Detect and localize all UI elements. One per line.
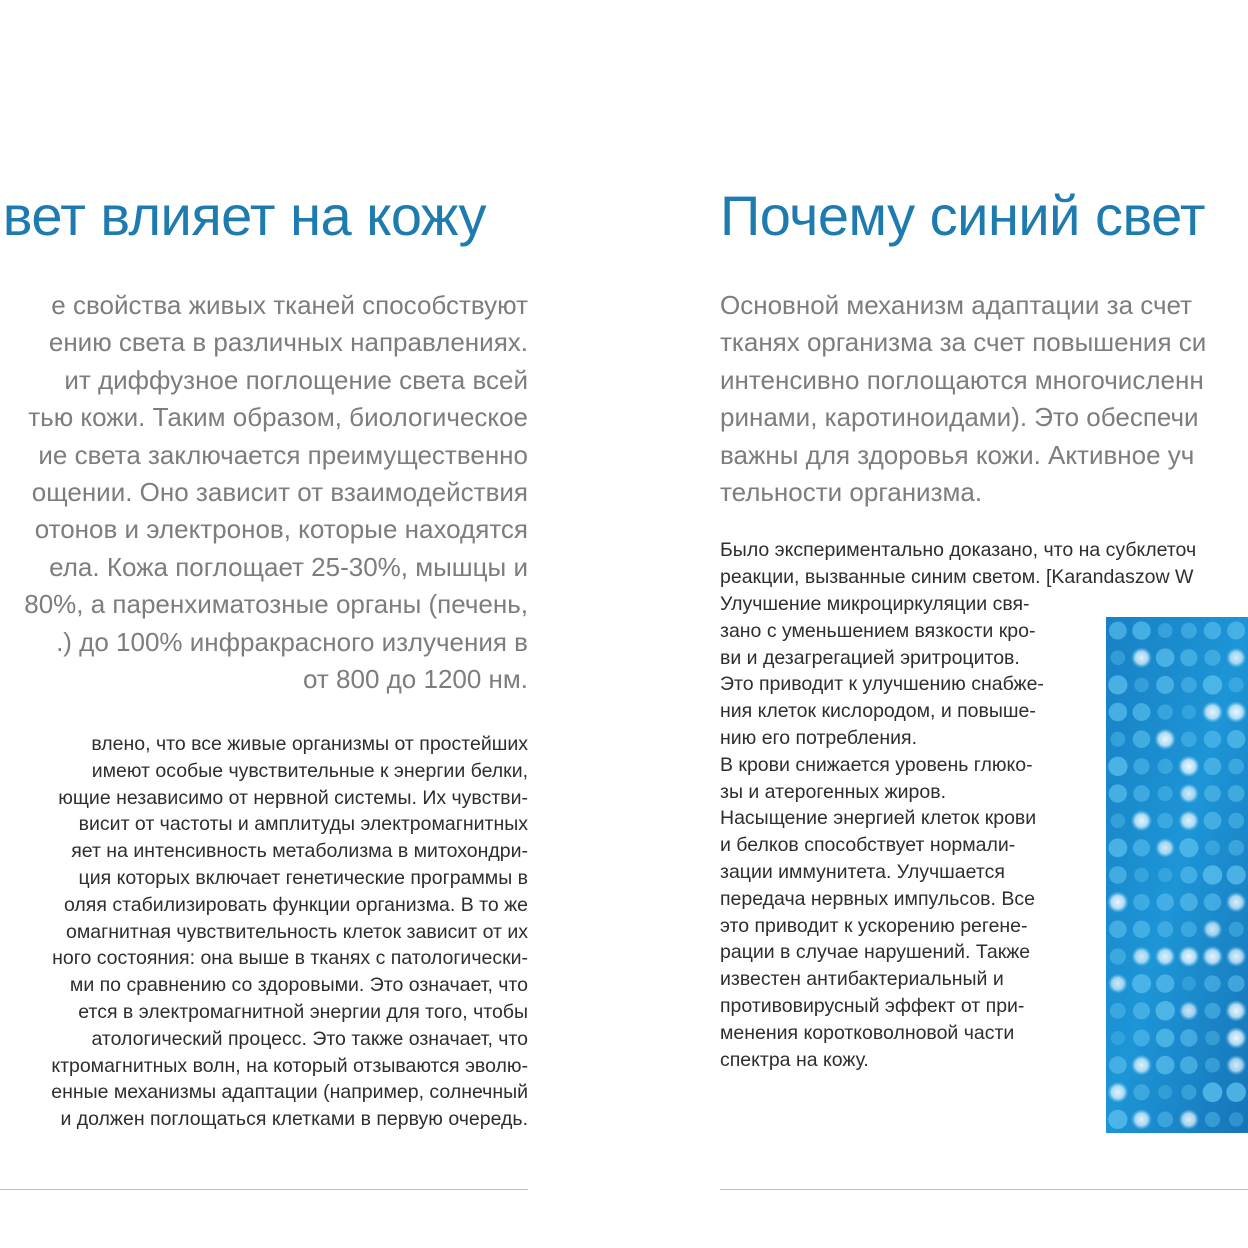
- photo-dot: [1204, 785, 1221, 802]
- photo-dot: [1108, 1110, 1127, 1129]
- body-line: противовирусный эффект от при-: [720, 994, 1025, 1017]
- lead-line: ит диффузное поглощение света всей: [64, 364, 528, 395]
- photo-dot: [1107, 891, 1129, 913]
- photo-dot: [1204, 622, 1222, 640]
- photo-dot: [1157, 704, 1172, 719]
- photo-dot: [1155, 838, 1175, 858]
- photo-dot: [1156, 676, 1174, 694]
- photo-dot: [1204, 893, 1222, 911]
- body-line: Улучшение микроциркуляции свя-: [720, 593, 1030, 615]
- photo-dot: [1131, 810, 1152, 831]
- photo-dot: [1228, 975, 1245, 992]
- right-body-paragraph: [720, 591, 1078, 1073]
- photo-dot: [1203, 919, 1223, 939]
- photo-dot: [1109, 622, 1127, 640]
- photo-dot: [1179, 783, 1199, 803]
- photo-dot: [1156, 893, 1174, 911]
- photo-dot: [1178, 810, 1199, 831]
- photo-dot: [1134, 678, 1149, 693]
- photo-dot: [1109, 1056, 1127, 1074]
- photo-dot: [1156, 1029, 1175, 1048]
- photo-dot: [1158, 623, 1173, 638]
- photo-dot: [1111, 1031, 1125, 1045]
- photo-dot: [1156, 974, 1174, 992]
- photo-dot: [1133, 839, 1150, 856]
- photo-dot: [1180, 1029, 1198, 1047]
- photo-dot: [1205, 1031, 1220, 1046]
- photo-dot: [1228, 758, 1244, 774]
- photo-dot: [1226, 1055, 1246, 1075]
- lead-line: ощении. Оно зависит от взаимодействия: [31, 477, 528, 508]
- photo-dot: [1132, 974, 1151, 993]
- intro-line: Было экспериментально доказано, что на субклеточ: [720, 539, 1197, 561]
- photo-dot: [1202, 946, 1223, 967]
- photo-dot: [1133, 1030, 1150, 1047]
- photo-dot: [1179, 1001, 1199, 1021]
- photo-dot: [1180, 1056, 1198, 1074]
- body-line: ющие независимо от нервной системы. Их чувстви-: [58, 786, 528, 809]
- photo-dot: [1204, 812, 1222, 830]
- photo-dot: [1226, 892, 1247, 913]
- body-line: зано с уменьшением вязкости кро-: [720, 619, 1036, 642]
- left-page: [0, 0, 530, 1248]
- photo-dot: [1178, 946, 1200, 968]
- photo-dot: [1226, 648, 1246, 668]
- body-line: зации иммунитета. Улучшается: [720, 860, 1005, 883]
- photo-dot: [1179, 838, 1198, 857]
- body-line: яет на интенсивность метаболизма в митохондри-: [71, 840, 528, 863]
- lead-line: важны для здоровья кожи. Активное уч: [720, 439, 1195, 470]
- photo-dot: [1204, 758, 1222, 776]
- photo-dot: [1133, 1084, 1149, 1100]
- photo-dot: [1108, 838, 1127, 857]
- photo-dot: [1156, 648, 1175, 667]
- photo-dot: [1182, 705, 1196, 719]
- lead-line: тельности организма.: [720, 477, 983, 508]
- photo-dot: [1109, 784, 1127, 802]
- photo-dot: [1158, 868, 1172, 882]
- lead-line: е свойства живых тканей способствуют: [51, 290, 528, 320]
- photo-dot: [1111, 813, 1126, 828]
- body-line: ми по сравнению со здоровыми. Это означает, что: [69, 974, 528, 997]
- photo-dot: [1225, 1000, 1247, 1022]
- lead-line: интенсивно поглощаются многочисленн: [720, 364, 1204, 395]
- photo-dot: [1182, 977, 1196, 991]
- photo-dot: [1227, 730, 1245, 748]
- body-line: атологический процесс. Это также означает, что: [91, 1027, 528, 1050]
- intro-line: реакции, вызванные синим светом. [Karandaszow W: [720, 565, 1194, 588]
- photo-dot: [1155, 946, 1176, 967]
- photo-dot: [1131, 1109, 1152, 1130]
- right-page-title: Почему синий свет: [720, 184, 1206, 247]
- photo-dot: [1227, 865, 1246, 884]
- photo-dot: [1181, 731, 1197, 747]
- photo-dot: [1225, 701, 1247, 723]
- photo-dot: [1133, 730, 1151, 748]
- photo-dot: [1181, 921, 1197, 937]
- body-line: висит от частоты и амплитуды электромагнитных: [78, 813, 528, 836]
- lead-line: ению света в различных направлениях.: [48, 327, 528, 358]
- photo-dot: [1225, 1027, 1247, 1049]
- photo-dot: [1204, 975, 1221, 992]
- photo-dot: [1110, 948, 1126, 964]
- lead-line: тканях организма за счет повышения си: [720, 327, 1207, 358]
- photo-dot: [1109, 866, 1127, 884]
- lead-line: от 800 до 1200 нм.: [303, 664, 528, 695]
- lead-line: ие света заключается преимущественно: [38, 439, 528, 470]
- photo-dot: [1157, 813, 1173, 829]
- photo-dot: [1205, 1058, 1220, 1073]
- left-bottom-rule: [0, 1189, 528, 1190]
- photo-dot: [1202, 701, 1224, 723]
- photo-dot: [1158, 786, 1173, 801]
- photo-dot: [1204, 650, 1220, 666]
- body-line: В крови снижается уровень глюко-: [720, 753, 1033, 776]
- body-line: это приводит к ускорению регене-: [720, 914, 1028, 937]
- photo-dot: [1156, 1056, 1175, 1075]
- left-page-title: вет влияет на кожу: [2, 184, 486, 247]
- left-lead-paragraph: [24, 287, 528, 698]
- photo-dot: [1131, 647, 1152, 668]
- body-line: омагнитная чувствительность клеток зависит от их: [66, 920, 528, 943]
- photo-dot: [1107, 1082, 1128, 1103]
- body-line: ния клеток кислородом, и повыше-: [720, 700, 1036, 723]
- photo-dot: [1203, 675, 1222, 694]
- body-line: влено, что все живые организмы от простейших: [91, 733, 528, 755]
- photo-dot: [1132, 621, 1150, 639]
- photo-dot: [1181, 677, 1197, 693]
- body-line: енные механизмы адаптации (например, солнечный: [51, 1081, 528, 1104]
- body-line: известен антибактериальный и: [720, 968, 1004, 991]
- photo-dot: [1108, 757, 1127, 776]
- blue-dot-matrix-image: [1106, 617, 1248, 1133]
- photo-dot: [1131, 946, 1151, 966]
- body-line: ви и дезагрегацией эритроцитов.: [720, 646, 1020, 669]
- photo-dot: [1229, 1112, 1243, 1126]
- body-line: и белков способствует нормали-: [720, 834, 1016, 857]
- photo-dot: [1108, 675, 1127, 694]
- lead-line: ринами, каротиноидами). Это обеспечи: [720, 402, 1199, 433]
- photo-dot: [1178, 755, 1200, 777]
- photo-dot: [1157, 921, 1173, 937]
- lead-line: Основной механизм адаптации за счет: [720, 290, 1193, 320]
- photo-dot: [1203, 865, 1222, 884]
- body-line: Это приводит к улучшению снабже-: [720, 673, 1044, 696]
- photo-dot: [1205, 1112, 1220, 1127]
- right-page: [720, 0, 1248, 1248]
- photo-dot: [1110, 732, 1125, 747]
- photo-dot: [1228, 785, 1245, 802]
- right-lead-paragraph: [720, 287, 1206, 511]
- body-line: ктромагнитных волн, на который отзываются эволю-: [51, 1054, 528, 1077]
- photo-dot: [1180, 649, 1197, 666]
- body-line: рации в случае нарушений. Также: [720, 941, 1031, 964]
- photo-dot: [1228, 840, 1244, 856]
- lead-line: отонов и электронов, которые находятся: [34, 514, 528, 545]
- photo-dot: [1157, 759, 1172, 774]
- right-bottom-rule: [720, 1189, 1248, 1190]
- photo-dot: [1226, 1082, 1246, 1102]
- photo-dot: [1154, 728, 1176, 750]
- photo-dot: [1131, 1055, 1152, 1076]
- photo-dot: [1158, 1085, 1172, 1099]
- photo-dot: [1109, 921, 1127, 939]
- photo-dot: [1180, 866, 1197, 883]
- photo-dot: [1133, 921, 1151, 939]
- lead-line: .) до 100% инфракрасного излучения в: [56, 626, 528, 657]
- photo-dot: [1226, 946, 1247, 967]
- photo-dot: [1229, 922, 1244, 937]
- photo-dot: [1133, 785, 1150, 802]
- photo-dot: [1108, 974, 1128, 994]
- right-intro-paragraph: [720, 537, 1196, 591]
- body-line: нию его потребления.: [720, 726, 918, 749]
- photo-dot: [1229, 677, 1244, 692]
- body-line: ного состояния: она выше в тканях с патологически-: [52, 947, 528, 970]
- photo-dot: [1111, 650, 1126, 665]
- body-line: Насыщение энергией клеток крови: [720, 807, 1037, 830]
- photo-dot: [1204, 1003, 1220, 1019]
- photo-dot: [1133, 894, 1150, 911]
- photo-dot: [1180, 893, 1198, 911]
- photo-dot: [1228, 813, 1244, 829]
- body-line: и должен поглощаться клетками в первую очередь.: [60, 1108, 528, 1131]
- photo-dot: [1179, 1109, 1200, 1130]
- body-line: передача нервных импульсов. Все: [720, 887, 1035, 910]
- photo-dot: [1181, 623, 1197, 639]
- photo-dot: [1181, 1085, 1196, 1100]
- left-body-paragraph: [51, 731, 528, 1133]
- photo-dot: [1227, 622, 1245, 640]
- body-line: ция которых включает генетические программы в: [78, 866, 528, 889]
- photo-dot: [1133, 758, 1149, 774]
- photo-dot: [1203, 1082, 1223, 1102]
- body-line: оляя стабилизировать функции организма. В то же: [63, 893, 528, 916]
- photo-dot: [1133, 1002, 1150, 1019]
- body-line: ется в электромагнитной энергии для того, чтобы: [78, 1000, 528, 1023]
- photo-dot: [1110, 1003, 1126, 1019]
- photo-dot: [1204, 731, 1221, 748]
- photo-dot: [1155, 1001, 1174, 1020]
- photo-dot: [1205, 840, 1220, 855]
- photo-dot: [1134, 868, 1149, 883]
- lead-line: ела. Кожа поглощает 25-30%, мышцы и: [49, 551, 528, 582]
- body-line: спектра на кожу.: [720, 1048, 869, 1071]
- photo-dot: [1133, 703, 1151, 721]
- lead-line: тью кожи. Таким образом, биологическое: [28, 402, 528, 433]
- photo-dot: [1109, 703, 1127, 721]
- body-line: зы и атерогенных жиров.: [720, 780, 947, 803]
- body-line: имеют особые чувствительные к энергии белки,: [91, 759, 528, 782]
- body-line: менения коротковолновой части: [720, 1021, 1015, 1044]
- lead-line: 80%, а паренхиматозные органы (печень,: [24, 589, 528, 620]
- photo-dot: [1157, 1112, 1173, 1128]
